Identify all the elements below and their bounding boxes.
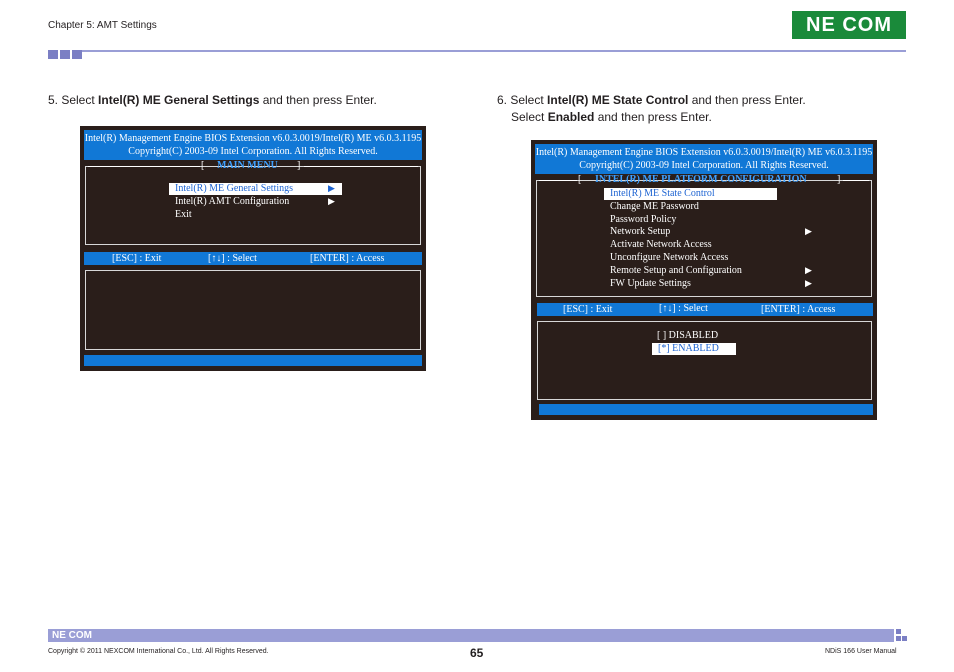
footer-copyright: Copyright © 2011 NEXCOM International Co., Ltd. All Rights Reserved. [48,648,269,655]
key-select-hint: [↑↓] : Select [208,253,257,264]
menu-item-fw-update-settings[interactable] [610,278,691,290]
submenu-arrow-icon: ▶ [805,265,812,275]
menu-item-network-setup[interactable] [610,226,670,238]
menu-title-line-right [843,180,869,181]
menu-item-label: Activate Network Access [610,239,712,250]
menu-bracket-open: [ [578,174,582,185]
bios-title-bar [84,130,422,160]
page-number: 65 [470,646,484,660]
menu-title-line-right [304,166,418,167]
menu-item-label: FW Update Settings [610,278,691,289]
menu-item-exit[interactable] [175,209,192,221]
step-5-prefix: 5. Select [48,93,99,107]
footer-square [896,629,901,634]
menu-item-label: Change ME Password [610,201,699,212]
step-6-text [497,92,806,109]
bios-title-line2: Copyright(C) 2003-09 Intel Corporation. All Rights Reserved. [128,146,378,157]
step-5-text [48,92,377,109]
menu-item-label: Intel(R) AMT Configuration [175,196,290,207]
menu-title-line-left [539,180,577,181]
bios-info-panel [85,270,421,350]
bios-title-line1: Intel(R) Management Engine BIOS Extension v6.0.3.0019/Intel(R) ME v6.0.3.1195 [84,133,422,144]
menu-item-label: Unconfigure Network Access [610,252,729,263]
step-5-bold: Intel(R) ME General Settings [98,93,260,107]
menu-item-label: Network Setup [610,226,671,237]
footer-bar [48,629,894,642]
menu-item-me-general-settings[interactable] [169,183,342,195]
option-label: [ ] DISABLED [657,330,719,341]
key-exit-hint: [ESC] : Exit [563,304,613,315]
footer-square [896,636,901,641]
menu-bracket-close: ] [837,174,841,185]
menu-bracket-open: [ [201,160,205,171]
header-blocks [48,50,82,59]
menu-item-label: Remote Setup and Configuration [610,265,742,276]
key-access-hint: [ENTER] : Access [310,253,385,264]
menu-title-line-left [88,166,200,167]
menu-item-label: Intel(R) ME State Control [610,188,715,199]
step-6-bold: Intel(R) ME State Control [547,93,689,107]
bios-title-line1: Intel(R) Management Engine BIOS Extension v6.0.3.0019/Intel(R) ME v6.0.3.1195 [535,147,873,158]
step-6-suffix: and then press Enter. [688,93,806,107]
footer-square [902,636,907,641]
menu-item-label: Intel(R) ME General Settings [175,183,294,194]
option-disabled[interactable] [657,330,718,342]
submenu-arrow-icon: ▶ [328,183,335,193]
chapter-title: Chapter 5: AMT Settings [48,20,157,31]
key-exit-hint: [ESC] : Exit [112,253,162,264]
submenu-arrow-icon: ▶ [328,196,335,206]
nexcom-logo [792,11,906,39]
logo-text: NE COM [806,13,892,36]
bios-key-bar [84,252,422,265]
menu-item-label: Exit [175,209,192,220]
menu-item-label: Password Policy [610,214,677,225]
key-select-hint: [↑↓] : Select [659,303,708,314]
menu-bracket-close: ] [297,160,301,171]
menu-item-change-me-password[interactable] [610,201,699,213]
header-rule [82,50,906,52]
menu-item-amt-configuration[interactable] [175,196,289,208]
step-5-suffix: and then press Enter. [259,93,377,107]
bios-status-bar [84,355,422,366]
key-access-hint: [ENTER] : Access [761,304,836,315]
submenu-arrow-icon: ▶ [805,278,812,288]
footer-logo: NE COM [52,630,92,641]
menu-item-me-state-control[interactable] [604,188,777,200]
menu-title: INTEL(R) ME PLATFORM CONFIGURATION [595,174,807,185]
bios-screen-platform-config [531,140,877,420]
option-label: [*] ENABLED [658,343,719,354]
menu-item-activate-network-access[interactable] [610,239,712,251]
bios-key-bar [537,303,873,316]
menu-item-password-policy[interactable] [610,214,676,226]
menu-title: MAIN MENU [217,160,278,171]
bios-title-line2: Copyright(C) 2003-09 Intel Corporation. All Rights Reserved. [579,160,829,171]
step-6-prefix: 6. Select [497,93,548,107]
menu-item-remote-setup[interactable] [610,265,742,277]
bios-status-bar [539,404,873,415]
step-6b-prefix: Select [511,110,548,124]
manual-title: NDiS 166 User Manual [825,648,897,655]
step-6b-bold: Enabled [547,110,595,124]
bios-title-bar [535,144,873,174]
menu-item-unconfigure-network-access[interactable] [610,252,728,264]
submenu-arrow-icon: ▶ [805,226,812,236]
step-6b-text [511,109,712,126]
bios-screen-main-menu [80,126,426,371]
step-6b-suffix: and then press Enter. [594,110,712,124]
option-enabled[interactable] [652,343,736,355]
